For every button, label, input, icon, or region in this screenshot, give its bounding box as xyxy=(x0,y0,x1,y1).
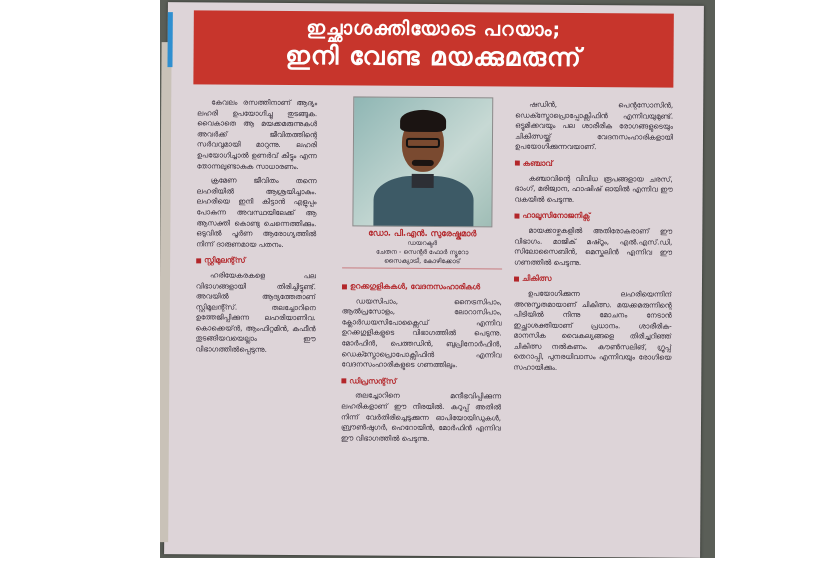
portrait-glasses xyxy=(406,138,440,148)
photo-frame xyxy=(160,0,715,558)
page-edge xyxy=(160,42,172,542)
bullet-square-icon xyxy=(196,258,201,263)
headline-line-2: ഇനി വേണ്ട മയക്കുമരുന്ന് xyxy=(285,40,582,73)
portrait-mustache xyxy=(412,160,434,166)
author-role-3: സൈക്യാട്രി, കോഴിക്കോട് xyxy=(384,256,461,265)
article-column-2 xyxy=(340,275,502,558)
subhead-hallucinogens xyxy=(514,211,672,223)
article-column-1 xyxy=(194,97,317,550)
column-3-paragraph-2: കഞ്ചാവിന്റെ വിവിധ രൂപങ്ങളായ ചരസ്, ഭാംഗ്, മരിജ്വാന, ഹാഷിഷ് ഓയിൽ എന്നിവ ഈ വകയിൽ പെടുന്നു. xyxy=(514,173,673,204)
column-1-paragraph-1: കേവലം രസത്തിനാണ് ആദ്യം ലഹരി ഉപയോഗിച്ചു തുടങ്ങുക. വൈകാതെ ആ മയക്കമരുന്നുകൾ അവർക്ക് ജീവിതത്തിന്റെ സർവവുമായി മാറുന്നു. ലഹരി ഉപയോഗിച്ചാൽ ഉണർവ് കിട്ടും എന്ന തോന്നലുണ്ടാകുക സാധാരണം. xyxy=(196,97,318,171)
subhead-depressants-text: ഡിപ്രസന്റ്സ് xyxy=(349,376,397,386)
column-2-paragraph-2: തലച്ചോറിനെ മന്ദീഭവിപ്പിക്കുന്ന ലഹരികളാണ് ഈ നിരയിൽ. കറുപ്പ് അതിൽ നിന്ന് വേർതിരിച്ചെടുക്കുന്ന ഓപിയോയിഡുകൾ, ബ്രൗൺഷുഗർ, ഹെറോയിൻ, മോർഫിൻ എന്നിവ ഈ വിഭാഗത്തിൽ പെടുന്നു. xyxy=(340,390,502,443)
newspaper-clipping xyxy=(164,2,704,558)
bullet-square-icon xyxy=(515,161,520,166)
subhead-cannabis-text: കഞ്ചാവ് xyxy=(522,158,553,168)
bullet-square-icon xyxy=(341,379,346,384)
column-3-paragraph-1: ഷഡിൻ, പെന്റസോസിൻ, ഡെക്സ്ട്രോപ്രൊപ്പോക്സിഫിൻ എന്നിവയുമുണ്ട്. ഒട്ടുമിക്കവയും പല ശാരീരിക രോഗങ്ങളുടെയും ചികിത്സയ്ക്ക് വേദനസംഹാരികളായി ഉപയോഗിക്കുന്നവയാണ്. xyxy=(514,99,674,152)
author-role-1: ഡയറക്ടർ xyxy=(407,238,438,248)
column-1-paragraph-3: ഹരിയേകരകളെ പല വിഭാഗങ്ങളായി തിരിച്ചിട്ടുണ്ട്. അവയിൽ ആദ്യത്തേതാണ് സ്റ്റിമുലന്റ്സ്. തലച്ചോറിനെ ഉത്തേജിപ്പിക്കുന്ന ലഹരിയാണിവ. കൊക്കെയ്ൻ, ആംഫിറ്റമിൻ, കഫീൻ തുടങ്ങിയവയെല്ലാം ഈ വിഭാഗത്തിൽപ്പെടുന്നു. xyxy=(195,270,317,354)
column-1-paragraph-2: ക്രമേണ ജീവിതം തന്നെ ലഹരിയിൽ ആശ്രയിച്ചാകും. ലഹരിയെ ഇനി കിട്ടാൻ എളുപ്പം പോകുന്ന അവസ്ഥയിലേക്ക് ആ ആസക്തി കൊണ്ടു ചെന്നെത്തിക്കും. ഒടുവിൽ പൂർണ ആരോഗ്യത്തിൽ നിന്ന് ദാരുണമായ പതനം. xyxy=(196,175,317,249)
subhead-treatment xyxy=(514,274,672,286)
caption-divider xyxy=(342,267,502,269)
subhead-depressants xyxy=(341,376,501,388)
author-portrait xyxy=(352,96,493,227)
subhead-sleeping-pills-text: ഉറക്കഗുളികകൾ, വേദനസംഹാരികൾ xyxy=(349,281,481,292)
portrait-collar xyxy=(412,174,434,188)
subhead-hallucinogens-text: ഹാലൂസിനോജനിക്സ് xyxy=(522,210,591,221)
bullet-square-icon xyxy=(342,284,347,289)
portrait-hair xyxy=(400,110,446,132)
author-name: ഡോ. പി.എൻ. സുരേഷ്കുമാർ xyxy=(368,227,477,239)
subhead-stimulants-text: സ്റ്റിമുലന്റ്സ് xyxy=(204,255,246,265)
headline-banner xyxy=(193,10,674,87)
column-3-paragraph-3: മായക്കാഴ്ചകളിൽ അതിരോകരാണ് ഈ വിഭാഗം. മാജിക് മഷ്റൂം, എൽ.എസ്.ഡി, സിലോസൈബിൻ, മെസ്കലിൻ എന്നിവ ഈ ഗണത്തിൽ പെടുന്നു. xyxy=(514,225,673,267)
headline-line-1: ഇച്ഛാശക്തിയോടെ പറയാം; xyxy=(306,17,562,41)
article-column-3 xyxy=(512,100,673,553)
blue-edge-marker xyxy=(167,12,172,67)
author-caption xyxy=(354,227,490,265)
column-3-paragraph-4: ഉപയോഗിക്കുന്ന ലഹരിയെന്നിന് അനുസൃതമായാണ് ചികിത്സ. മയക്കമരുന്നിന്റെ പിടിയിൽ നിന്നു മോചനം നേടാൻ ഇച്ഛാശക്തിയാണ് പ്രധാനം. ശാരീരിക-മാനസിക വൈകല്യങ്ങളെ തിരിച്ചറിഞ്ഞ് ചികിത്സ നൽകണം. കൗൺസലിങ്, ഗ്രൂപ്പ് തെറാപ്പി, പുനരധിവാസം എന്നിവയും രോഗിയെ സഹായിക്കും. xyxy=(513,288,672,372)
author-role-2: ചേതന - സെന്റർ ഫോർ ന്യൂറോ xyxy=(375,247,469,257)
bullet-square-icon xyxy=(514,276,519,281)
column-2-paragraph-1: ഡയസിപാം, നൈട്രസിപാം, ആൽപ്രസോളം, ലോറാസിപാം, ക്ലോർഡയസിപോക്സൈഡ് എന്നിവ ഉറക്കഗുളികളുടെ വിഭാഗത്തിൽ പെടുന്നു. മോർഫിൻ, പെത്തഡിൻ, ബുപ്രിനോർഫിൻ, ഡെക്സ്ട്രോപ്രൊപോക്സിഫിൻ എന്നിവ വേദനസംഹാരികളുടെ ഗണത്തിലും. xyxy=(341,296,502,370)
subhead-stimulants xyxy=(196,256,316,267)
subhead-cannabis xyxy=(515,159,673,171)
subhead-treatment-text: ചികിത്സ xyxy=(521,273,552,284)
subhead-sleeping-pills xyxy=(342,281,502,293)
bullet-square-icon xyxy=(514,213,519,218)
